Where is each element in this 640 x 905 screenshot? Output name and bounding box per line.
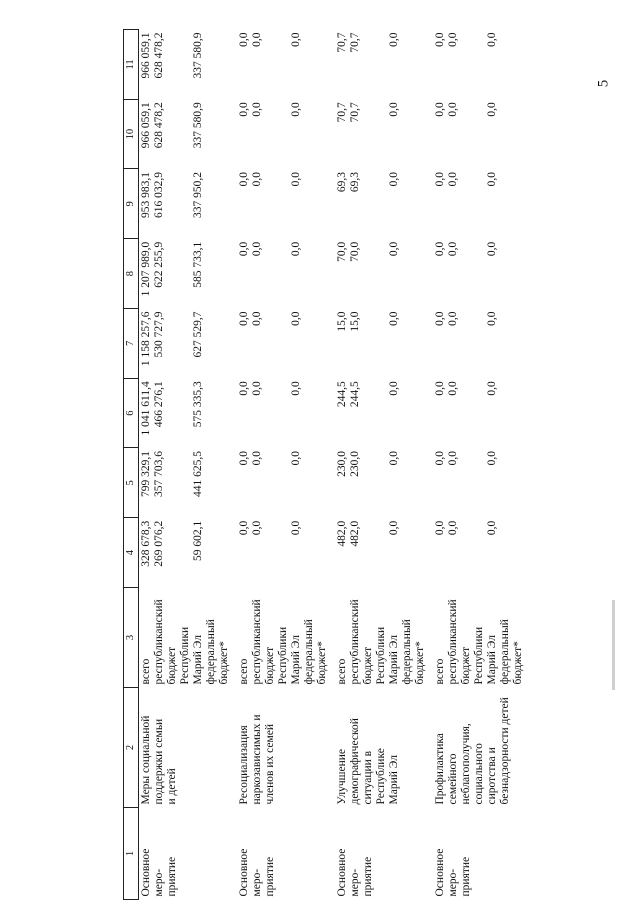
value-cell — [433, 309, 531, 379]
funding-source-cell-line: бюджет Республики — [460, 626, 485, 685]
col-header-8: 8 — [124, 239, 139, 309]
value-cell — [433, 239, 531, 309]
value-total: 328 678,3 — [140, 520, 152, 567]
event-type-cell-line: меро- — [153, 868, 165, 897]
funding-source-cell — [335, 588, 433, 688]
col-header-3: 3 — [124, 588, 139, 688]
event-type-cell-line: меро- — [349, 868, 361, 897]
funding-source-cell-line: федеральный — [401, 619, 413, 685]
event-type-cell-line: Основное — [140, 848, 152, 897]
value-cell — [335, 309, 433, 379]
value-federal-budget: 0,0 — [486, 311, 498, 326]
event-type-cell-line: меро- — [251, 868, 263, 897]
value-republic-budget: 530 727,9 — [153, 311, 165, 358]
funding-source-cell-line: бюджет* — [218, 641, 230, 685]
funding-source-cell-line: Марий Эл — [192, 635, 204, 685]
value-republic-budget: 628 478,2 — [153, 32, 165, 79]
value-republic-budget: 244,5 — [349, 381, 361, 408]
value-total: 966 059,1 — [140, 102, 152, 149]
event-name-cell-line: членов их семей — [264, 724, 276, 805]
value-federal-budget: 0,0 — [388, 32, 400, 47]
funding-source-cell-line: бюджет Республики — [362, 626, 387, 685]
rotated-table-container — [123, 30, 543, 900]
value-republic-budget: 70,7 — [349, 102, 361, 123]
value-total: 0,0 — [238, 172, 250, 187]
event-name-cell-line: Марий Эл — [388, 755, 400, 805]
value-total: 1 207 989,0 — [140, 241, 152, 297]
value-total: 0,0 — [238, 381, 250, 396]
funding-source-cell-line: всего — [238, 658, 250, 685]
funding-source-cell-line: Марий Эл — [486, 635, 498, 685]
funding-source-cell — [237, 588, 335, 688]
value-federal-budget: 337 580,9 — [192, 102, 204, 149]
value-total: 230,0 — [336, 451, 348, 477]
event-name-cell — [139, 688, 238, 808]
value-total: 0,0 — [238, 102, 250, 117]
value-total: 70,7 — [336, 32, 348, 53]
value-cell — [139, 448, 238, 518]
value-federal-budget: 0,0 — [388, 172, 400, 187]
event-name-cell — [433, 688, 531, 808]
value-total: 953 983,1 — [140, 172, 152, 218]
value-republic-budget: 15,0 — [349, 311, 361, 332]
funding-source-cell-line: бюджет Республики — [166, 626, 191, 685]
value-total: 0,0 — [238, 32, 250, 47]
value-cell — [139, 518, 238, 588]
value-cell — [433, 448, 531, 518]
col-header-11: 11 — [124, 30, 139, 100]
value-cell — [433, 378, 531, 448]
value-republic-budget: 616 032,9 — [153, 172, 165, 218]
value-cell — [335, 169, 433, 239]
table-row — [237, 30, 335, 900]
funding-source-cell-line: республиканский — [251, 599, 263, 685]
value-federal-budget: 0,0 — [486, 520, 498, 536]
value-federal-budget: 0,0 — [290, 520, 302, 536]
event-name-cell-line: семейного — [447, 753, 459, 805]
value-federal-budget: 0,0 — [290, 451, 302, 466]
value-cell — [335, 518, 433, 588]
value-federal-budget: 585 733,1 — [192, 241, 204, 288]
event-name-cell-line: Республике — [375, 748, 387, 805]
value-federal-budget: 0,0 — [486, 241, 498, 257]
value-cell — [335, 30, 433, 100]
event-type-cell-line: Основное — [238, 848, 250, 897]
value-total: 0,0 — [434, 311, 446, 326]
value-cell — [139, 378, 238, 448]
value-total: 15,0 — [336, 311, 348, 332]
event-name-cell — [237, 688, 335, 808]
value-total: 244,5 — [336, 381, 348, 408]
col-header-9: 9 — [124, 169, 139, 239]
value-republic-budget: 357 703,6 — [153, 451, 165, 497]
value-total: 0,0 — [434, 102, 446, 117]
value-total: 70,7 — [336, 102, 348, 123]
col-header-1: 1 — [124, 808, 139, 900]
value-republic-budget: 70,0 — [349, 241, 361, 262]
value-republic-budget: 482,0 — [349, 520, 361, 547]
value-republic-budget: 269 076,2 — [153, 520, 165, 567]
value-federal-budget: 0,0 — [486, 172, 498, 187]
value-republic-budget: 0,0 — [447, 520, 459, 536]
funding-source-cell-line: федеральный — [205, 619, 217, 685]
value-federal-budget: 0,0 — [486, 451, 498, 466]
value-federal-budget: 0,0 — [486, 381, 498, 396]
value-federal-budget: 0,0 — [290, 32, 302, 47]
value-republic-budget: 0,0 — [447, 172, 459, 187]
value-total: 0,0 — [434, 172, 446, 187]
value-total: 0,0 — [434, 241, 446, 257]
col-header-6: 6 — [124, 378, 139, 448]
event-type-cell-line: меро- — [447, 868, 459, 897]
funding-source-cell — [433, 588, 531, 688]
event-type-cell-line: приятие — [166, 856, 178, 897]
table-row — [335, 30, 433, 900]
value-republic-budget: 0,0 — [447, 381, 459, 396]
value-cell — [139, 30, 238, 100]
value-cell — [139, 169, 238, 239]
value-republic-budget: 0,0 — [447, 451, 459, 466]
value-total: 0,0 — [238, 241, 250, 257]
page-number: 5 — [595, 79, 612, 88]
event-name-cell-line: безнадзорности детей — [499, 697, 511, 805]
value-cell — [139, 239, 238, 309]
value-republic-budget: 0,0 — [447, 32, 459, 47]
value-federal-budget: 337 580,9 — [192, 32, 204, 79]
value-republic-budget: 0,0 — [447, 102, 459, 117]
event-name-cell — [335, 688, 433, 808]
value-cell — [237, 448, 335, 518]
value-federal-budget: 0,0 — [388, 311, 400, 326]
value-federal-budget: 441 625,5 — [192, 451, 204, 497]
header-row — [124, 30, 139, 900]
event-name-cell-line: сиротства и — [486, 747, 498, 805]
event-type-cell — [139, 808, 238, 900]
value-federal-budget: 0,0 — [388, 381, 400, 396]
funding-source-cell-line: республиканский — [153, 599, 165, 685]
event-name-cell-line: поддержки семьи — [153, 718, 165, 805]
value-cell — [237, 309, 335, 379]
value-total: 0,0 — [434, 32, 446, 47]
value-republic-budget: 0,0 — [447, 241, 459, 257]
value-federal-budget: 0,0 — [388, 451, 400, 466]
value-cell — [237, 378, 335, 448]
funding-source-cell-line: всего — [336, 658, 348, 685]
event-type-cell — [237, 808, 335, 900]
funding-source-cell-line: бюджет* — [316, 641, 328, 685]
value-total: 0,0 — [238, 451, 250, 466]
value-cell — [433, 30, 531, 100]
event-type-cell-line: Основное — [434, 848, 446, 897]
value-republic-budget: 622 255,9 — [153, 241, 165, 288]
value-cell — [237, 518, 335, 588]
budget-table — [123, 29, 531, 900]
value-total: 0,0 — [434, 451, 446, 466]
value-total: 966 059,1 — [140, 32, 152, 79]
value-republic-budget: 0,0 — [251, 102, 263, 117]
event-name-cell-line: Профилактика — [434, 733, 446, 805]
col-header-5: 5 — [124, 448, 139, 518]
event-name-cell-line: наркозависимых и — [251, 714, 263, 805]
value-total: 69,3 — [336, 172, 348, 193]
funding-source-cell-line: бюджет* — [414, 641, 426, 685]
event-type-cell-line: Основное — [336, 848, 348, 897]
funding-source-cell-line: республиканский — [349, 599, 361, 685]
value-total: 799 329,1 — [140, 451, 152, 497]
value-cell — [237, 169, 335, 239]
event-type-cell-line: приятие — [264, 856, 276, 897]
value-republic-budget: 0,0 — [251, 451, 263, 466]
funding-source-cell-line: бюджет* — [512, 641, 524, 685]
col-header-7: 7 — [124, 309, 139, 379]
event-name-cell-line: социального — [473, 743, 485, 805]
value-federal-budget: 0,0 — [486, 32, 498, 47]
funding-source-cell-line: Марий Эл — [388, 635, 400, 685]
value-cell — [433, 518, 531, 588]
funding-source-cell — [139, 588, 238, 688]
value-cell — [433, 99, 531, 169]
value-cell — [139, 309, 238, 379]
funding-source-cell-line: всего — [434, 658, 446, 685]
value-total: 0,0 — [434, 520, 446, 536]
value-cell — [335, 378, 433, 448]
value-federal-budget: 0,0 — [290, 172, 302, 187]
value-total: 1 041 611,4 — [140, 381, 152, 436]
value-republic-budget: 70,7 — [349, 32, 361, 53]
value-federal-budget: 0,0 — [290, 102, 302, 117]
value-republic-budget: 0,0 — [251, 172, 263, 187]
value-total: 0,0 — [238, 520, 250, 536]
value-total: 0,0 — [238, 311, 250, 326]
funding-source-cell-line: бюджет Республики — [264, 626, 289, 685]
event-name-cell-line: Ресоциализация — [238, 725, 250, 805]
value-federal-budget: 575 335,3 — [192, 381, 204, 428]
funding-source-cell-line: федеральный — [499, 619, 511, 685]
table-row — [433, 30, 531, 900]
value-republic-budget: 0,0 — [251, 32, 263, 47]
value-republic-budget: 230,0 — [349, 451, 361, 477]
value-total: 0,0 — [434, 381, 446, 396]
value-total: 70,0 — [336, 241, 348, 262]
value-republic-budget: 0,0 — [251, 311, 263, 326]
value-cell — [335, 239, 433, 309]
value-federal-budget: 0,0 — [290, 381, 302, 396]
event-name-cell-line: неблагополучия, — [460, 723, 472, 805]
event-type-cell-line: приятие — [460, 856, 472, 897]
value-federal-budget: 627 529,7 — [192, 311, 204, 358]
value-federal-budget: 0,0 — [290, 311, 302, 326]
event-name-cell-line: ситуации в — [362, 750, 374, 805]
event-name-cell-line: демографической — [349, 718, 361, 805]
value-republic-budget: 0,0 — [251, 381, 263, 396]
value-total: 1 158 257,6 — [140, 311, 152, 367]
value-federal-budget: 0,0 — [388, 241, 400, 257]
col-header-4: 4 — [124, 518, 139, 588]
value-total: 482,0 — [336, 520, 348, 547]
value-federal-budget: 59 602,1 — [192, 520, 204, 561]
value-federal-budget: 0,0 — [486, 102, 498, 117]
table-row — [139, 30, 238, 900]
event-name-cell-line: Улучшение — [336, 749, 348, 805]
value-cell — [335, 448, 433, 518]
value-federal-budget: 0,0 — [388, 102, 400, 117]
value-federal-budget: 337 950,2 — [192, 172, 204, 218]
event-type-cell — [335, 808, 433, 900]
col-header-2: 2 — [124, 688, 139, 808]
event-type-cell — [433, 808, 531, 900]
value-republic-budget: 0,0 — [447, 311, 459, 326]
value-cell — [237, 99, 335, 169]
value-cell — [139, 99, 238, 169]
funding-source-cell-line: республиканский — [447, 599, 459, 685]
value-republic-budget: 466 276,1 — [153, 381, 165, 428]
value-cell — [237, 239, 335, 309]
funding-source-cell-line: Марий Эл — [290, 635, 302, 685]
event-type-cell-line: приятие — [362, 856, 374, 897]
scan-edge-mark — [612, 600, 615, 690]
value-republic-budget: 69,3 — [349, 172, 361, 193]
value-federal-budget: 0,0 — [290, 241, 302, 257]
funding-source-cell-line: всего — [140, 658, 152, 685]
event-name-cell-line: и детей — [166, 768, 178, 805]
value-federal-budget: 0,0 — [388, 520, 400, 536]
value-republic-budget: 628 478,2 — [153, 102, 165, 149]
col-header-10: 10 — [124, 99, 139, 169]
value-cell — [237, 30, 335, 100]
funding-source-cell-line: федеральный — [303, 619, 315, 685]
value-cell — [433, 169, 531, 239]
value-republic-budget: 0,0 — [251, 241, 263, 257]
value-cell — [335, 99, 433, 169]
value-republic-budget: 0,0 — [251, 520, 263, 536]
event-name-cell-line: Меры социальной — [140, 715, 152, 805]
